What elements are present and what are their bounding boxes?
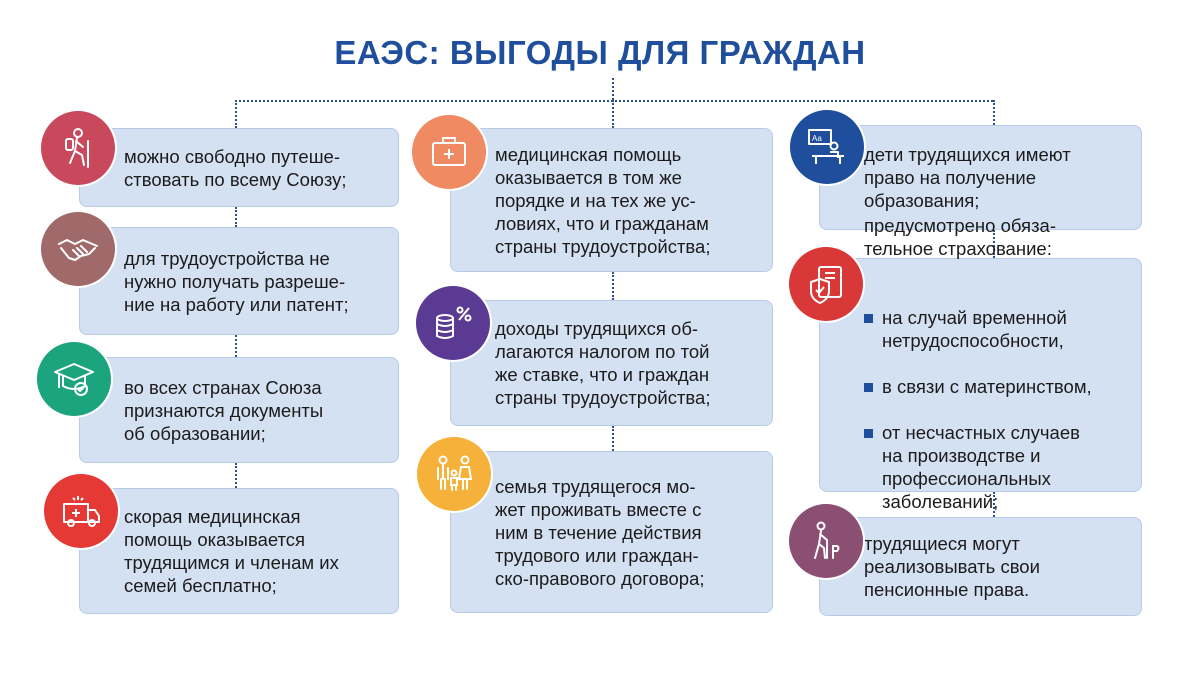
col2-top-connector bbox=[612, 100, 614, 128]
col1-connector-1 bbox=[235, 207, 237, 227]
col3-top-connector bbox=[993, 100, 995, 125]
student-desk-icon bbox=[790, 110, 864, 184]
benefit-card-work-permit bbox=[79, 227, 399, 335]
ambulance-icon bbox=[44, 474, 118, 548]
title-connector bbox=[612, 78, 614, 100]
family-icon bbox=[417, 437, 491, 511]
medical-kit-icon bbox=[412, 115, 486, 189]
benefit-card-insurance bbox=[819, 215, 1142, 512]
col1-connector-3 bbox=[235, 463, 237, 488]
benefit-text: во всех странах Союза признаются документы об образовании; bbox=[124, 376, 324, 444]
benefit-card-taxes bbox=[450, 300, 773, 426]
benefit-card-travel bbox=[79, 128, 399, 207]
benefit-text-block bbox=[820, 191, 1102, 559]
benefit-text: можно свободно путеше- ствовать по всему Союзу; bbox=[124, 145, 347, 190]
col2-connector-1 bbox=[612, 272, 614, 300]
benefit-card-medical-care bbox=[450, 128, 773, 272]
benefit-card-pension bbox=[819, 517, 1142, 616]
benefit-text: для трудоустройства не нужно получать разреше- ние на работу или патент; bbox=[124, 247, 349, 315]
coins-percent-icon bbox=[416, 286, 490, 360]
benefit-card-ambulance bbox=[79, 488, 399, 614]
col2-connector-2 bbox=[612, 426, 614, 451]
top-connector bbox=[235, 100, 993, 102]
col1-connector-2 bbox=[235, 335, 237, 357]
insurance-shield-icon bbox=[789, 247, 863, 321]
benefit-card-family bbox=[450, 451, 773, 613]
hiker-icon bbox=[41, 111, 115, 185]
svg-text:Aa: Aa bbox=[812, 134, 822, 143]
benefit-text: дети трудящихся имеют право на получение образования; bbox=[864, 144, 1071, 211]
benefit-text: семья трудящегося мо- жет проживать вместе с ним в течение действия трудового или граждан- ско-правового договора; bbox=[495, 475, 705, 589]
benefit-text: медицинская помощь оказывается в том же порядке и на тех же ус- ловиях, что и гражданам страны трудоустройства; bbox=[495, 143, 711, 257]
col1-top-connector bbox=[235, 100, 237, 128]
insurance-bullet: на случай временной нетрудоспособности, bbox=[864, 306, 1092, 352]
benefit-text: скорая медицинская помощь оказывается трудящимся и членам их семей бесплатно; bbox=[124, 506, 339, 596]
insurance-bullet-list bbox=[864, 283, 1092, 536]
graduation-cap-icon bbox=[37, 342, 111, 416]
pensioner-icon bbox=[789, 504, 863, 578]
insurance-bullet: в связи с материнством, bbox=[864, 375, 1092, 398]
benefit-text: доходы трудящихся об- лагаются налогом по той же ставке, что и граждан страны трудоустройства; bbox=[495, 318, 711, 408]
handshake-icon bbox=[41, 212, 115, 286]
insurance-intro: предусмотрено обяза- тельное страхование: bbox=[864, 215, 1057, 259]
benefit-card-education-docs bbox=[79, 357, 399, 463]
benefit-text: трудящиеся могут реализовывать свои пенсионные права. bbox=[864, 533, 1040, 600]
page-title: ЕАЭС: ВЫГОДЫ ДЛЯ ГРАЖДАН bbox=[334, 34, 866, 71]
insurance-bullet: от несчастных случаев на производстве и профессиональных заболеваний; bbox=[864, 421, 1092, 513]
